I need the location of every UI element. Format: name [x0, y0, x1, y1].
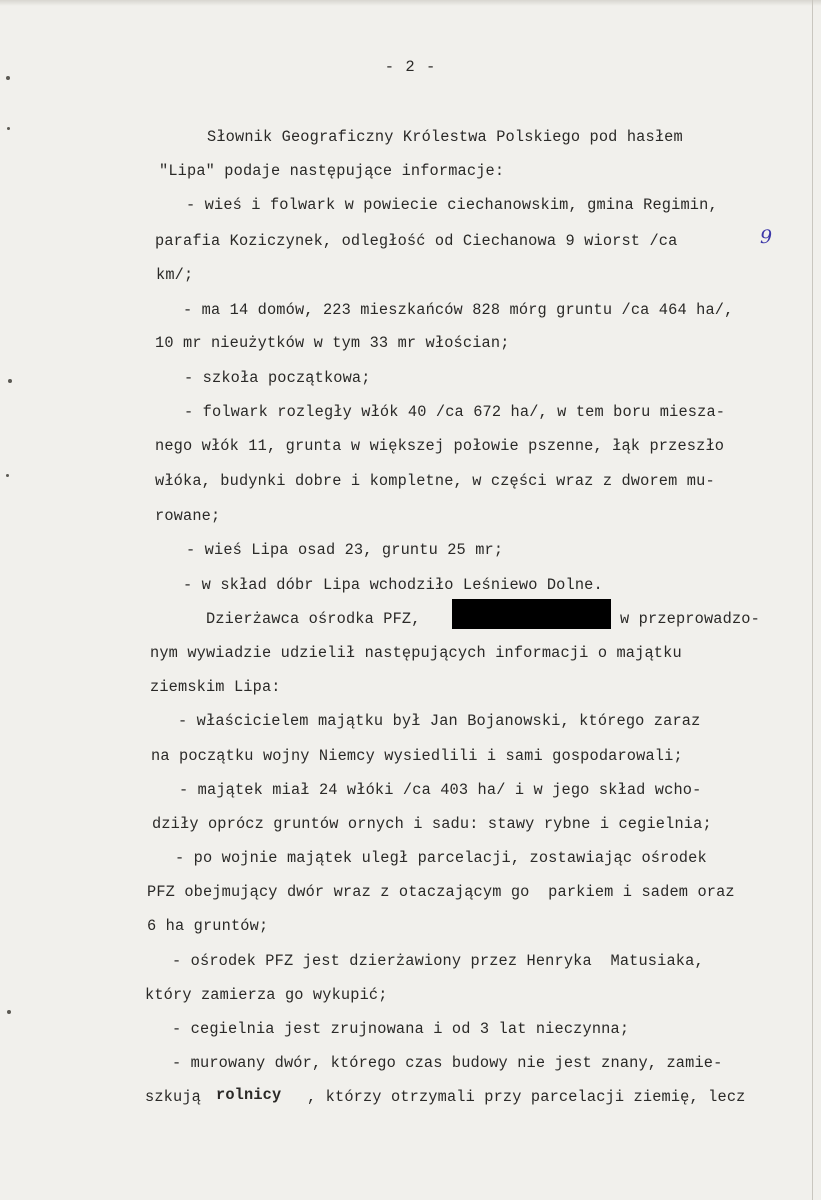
page-edge-line: [812, 0, 813, 1200]
margin-dot: [6, 474, 9, 477]
margin-dot: [6, 76, 10, 80]
text-line: Dzierżawca ośrodka PFZ,: [206, 610, 421, 628]
text-line: dziły oprócz gruntów ornych i sadu: stawy rybne i cegielnia;: [152, 815, 712, 833]
text-line: - folwark rozległy włók 40 /ca 672 ha/, w tem boru miesza-: [184, 403, 726, 421]
page-number: - 2 -: [384, 58, 437, 76]
text-line: rowane;: [155, 507, 221, 525]
text-line: PFZ obejmujący dwór wraz z otaczającym go parkiem i sadem oraz: [147, 883, 735, 901]
text-line: , którzy otrzymali przy parcelacji ziemię, lecz: [307, 1088, 746, 1106]
text-line: włóka, budynki dobre i kompletne, w części wraz z dworem mu-: [155, 472, 715, 490]
text-line: - murowany dwór, którego czas budowy nie jest znany, zamie-: [172, 1054, 723, 1072]
text-line: parafia Koziczynek, odległość od Ciechanowa 9 wiorst /ca: [155, 232, 678, 250]
text-line: - majątek miał 24 włóki /ca 403 ha/ i w jego skład wcho-: [179, 781, 702, 799]
text-line: 6 ha gruntów;: [147, 917, 269, 935]
text-line: - właścicielem majątku był Jan Bojanowski, którego zaraz: [178, 712, 701, 730]
handwritten-number: 9: [760, 226, 773, 248]
text-line: - wieś Lipa osad 23, gruntu 25 mr;: [186, 541, 504, 559]
text-line: "Lipa" podaje następujące informacje:: [159, 162, 505, 180]
text-line: - cegielnia jest zrujnowana i od 3 lat nieczynna;: [172, 1020, 630, 1038]
text-line: na początku wojny Niemcy wysiedlili i sami gospodarowali;: [151, 747, 683, 765]
text-line: - ma 14 domów, 223 mieszkańców 828 mórg gruntu /ca 464 ha/,: [183, 301, 734, 319]
margin-dot: [7, 1010, 11, 1014]
margin-dot: [8, 379, 12, 383]
redaction-box: [452, 599, 611, 629]
text-word-rolnicy: rolnicy: [216, 1086, 282, 1104]
text-line: - ośrodek PFZ jest dzierżawiony przez Henryka Matusiaka,: [172, 952, 704, 970]
text-line: km/;: [156, 266, 194, 284]
text-line: który zamierza go wykupić;: [145, 986, 388, 1004]
text-line: - szkoła początkowa;: [184, 369, 371, 387]
text-line: ziemskim Lipa:: [150, 678, 281, 696]
text-line: szkują: [145, 1088, 201, 1106]
text-line: - po wojnie majątek uległ parcelacji, zostawiając ośrodek: [175, 849, 707, 867]
text-line: 10 mr nieużytków w tym 33 mr włościan;: [155, 334, 510, 352]
text-line: nym wywiadzie udzielił następujących informacji o majątku: [150, 644, 682, 662]
text-line: - w skład dóbr Lipa wchodziło Leśniewo Dolne.: [183, 576, 603, 594]
text-line: nego włók 11, grunta w większej połowie pszenne, łąk przeszło: [155, 437, 725, 455]
text-line: w przeprowadzo-: [620, 610, 760, 628]
text-line: - wieś i folwark w powiecie ciechanowskim, gmina Regimin,: [186, 196, 718, 214]
margin-dot: [7, 127, 10, 130]
text-line: Słownik Geograficzny Królestwa Polskiego pod hasłem: [207, 128, 683, 146]
